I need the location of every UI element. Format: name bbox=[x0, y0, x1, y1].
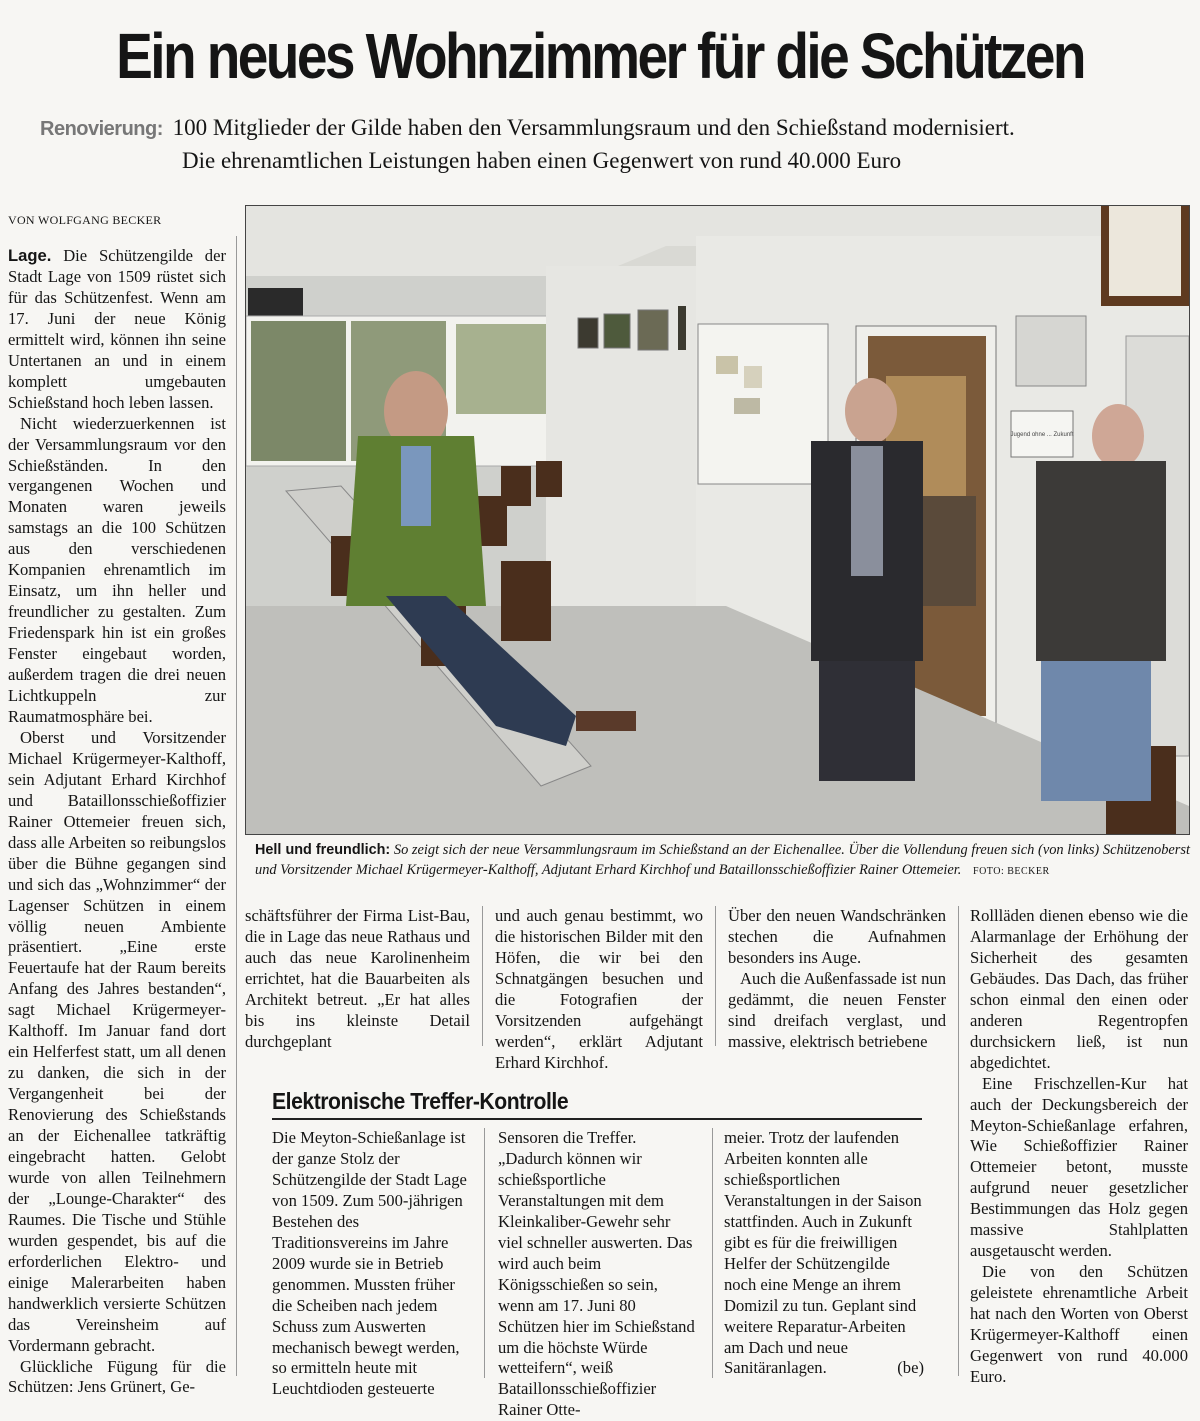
chair bbox=[536, 461, 562, 497]
chair bbox=[501, 561, 551, 641]
pinned-note bbox=[744, 366, 762, 388]
photo-caption bbox=[255, 840, 1190, 882]
infobox-column-3 bbox=[724, 1128, 924, 1379]
paragraph: Glückliche Fügung für die Schützen: Jens Grünert, Ge- bbox=[8, 1356, 226, 1397]
paragraph: Oberst und Vorsitzender Michael Krügermeyer-Kalthoff, sein Adjutant Erhard Kirchhof und Bataillonsschießoffizier Rainer Ottemeier freuen sich, dass alle Arbeiten so reibungslos über die Bühne gegangen sind und sich das „Wohnzimmer“ der Lagenser Schützen in einem völlig neuen Ambiente präsentiert. „Eine erste Feuertaufe hat der Raum bereits Anfang des Jahres bestanden“, sagt Michael Krügermeyer-Kalthoff. Im Januar fand dort ein Helferfest statt, um all denen zu danken, die sich in der Vergangenheit bei der Renovierung des Schießstands an der Eichenallee tatkräftig eingebracht hatten. Gelobt wurde von allen Teilnehmern der „Lounge-Charakter“ des Raumes. Die Tische und Stühle wurden gespendet, bis auf die erforderlichen Elektro- und einige Malerarbeiten haben handwerklich versierte Schützen das Vereinsheim auf Vordermann gebracht. bbox=[8, 727, 226, 1355]
wall-vent bbox=[1016, 316, 1086, 386]
column-rule bbox=[958, 906, 959, 1376]
framed-picture bbox=[578, 318, 598, 348]
pinned-note bbox=[734, 398, 760, 414]
column-rule bbox=[484, 1128, 485, 1378]
column-rule bbox=[482, 906, 483, 1046]
person-head bbox=[1092, 404, 1144, 468]
person-head bbox=[845, 378, 897, 444]
paragraph bbox=[724, 1128, 924, 1379]
window-view-trees bbox=[251, 321, 346, 461]
paragraph: Nicht wiederzuerkennen ist der Versammlungsraum vor den Schießständen. In den vergangenen Wochen und Monaten waren jeweils samstags an die 100 Schützen aus den verschiedenen Kompanien ehrenamtlich im Einsatz, um ihn heller und freundlicher zu gestalten. Zum Friedenspark hin ist ein großes Fenster eingebaut worden, außerdem tragen die drei neuen Lichtkuppeln zur Raumatmosphäre bei. bbox=[8, 413, 226, 726]
framed-picture bbox=[678, 306, 686, 350]
paragraph-text: meier. Trotz der laufenden Arbeiten konnten alle schießsportlichen Veranstaltungen in der Saison stattfinden. Auch in Zukunft gibt es für die freiwilligen Helfer der Schützengilde noch eine Menge an ihrem Domizil zu tun. Geplant sind weitere Reparatur-Arbeiten am Dach und neue Sanitäranlagen. bbox=[724, 1128, 922, 1378]
person-trousers bbox=[819, 661, 915, 781]
person-shirt bbox=[401, 446, 431, 526]
paragraph: Auch die Außenfassade ist nun gedämmt, die neuen Fenster sind dreifach verglast, und massive, elektrisch betriebene bbox=[728, 968, 946, 1051]
paragraph: Die von den Schützen geleistete ehrenamtliche Arbeit hat nach den Worten von Oberst Krügermeyer-Kalthoff einen Gegenwert von rund 40.000 Euro. bbox=[970, 1262, 1188, 1386]
article-column-1 bbox=[8, 246, 226, 1398]
person-shirt bbox=[851, 446, 883, 576]
paragraph: Über den neuen Wandschränken stechen die Aufnahmen besonders ins Auge. bbox=[728, 906, 946, 967]
article-photo bbox=[245, 205, 1190, 835]
framed-picture bbox=[638, 310, 668, 350]
paragraph: Eine Frischzellen-Kur hat auch der Deckungsbereich der Meyton-Schießanlage erfahren, Wie Schießoffizier Rainer Ottemeier betont, musste aufgrund neuer gesetzlicher Bestimmungen das Holz gegen massive Stahlplatten ausgetauscht werden. bbox=[970, 1073, 1188, 1261]
headline: Ein neues Wohnzimmer für die Schützen bbox=[116, 20, 1084, 92]
paragraph: Sensoren die Treffer. „Dadurch können wir schießsportliche Veranstaltungen mit dem Kleinkaliber-Gewehr sehr viel schneller auswerten. Das wird auch beim Königsschießen so sein, wenn am 17. Juni 80 Schützen hier im Schießstand um die höchste Würde wetteifern“, weiß Bataillonsschießoffizier Rainer Otte- bbox=[498, 1128, 695, 1420]
photo-credit: FOTO: BECKER bbox=[973, 866, 1050, 877]
subhead-kicker: Renovierung: bbox=[40, 118, 163, 140]
person-shoe bbox=[576, 711, 636, 731]
chair bbox=[501, 466, 531, 506]
column-rule bbox=[715, 906, 716, 1046]
infobox-column-1 bbox=[272, 1128, 470, 1400]
pinned-note bbox=[716, 356, 738, 374]
article-column-4 bbox=[728, 906, 946, 1053]
caption-text: So zeigt sich der neue Versammlungsraum im Schießstand an der Eichenallee. Über die Vollendung freuen sich (von links) Schützenoberst und Vorsitzender Michael Krügermeyer-Kalthoff, Adjutant Erhard Kirchhof und Bataillonsschießoffizier Rainer Ottemeier. bbox=[255, 842, 1190, 878]
article-column-3 bbox=[495, 906, 703, 1074]
paragraph: Die Meyton-Schießanlage ist der ganze Stolz der Schützengilde der Stadt Lage von 1509. Zum 500-jährigen Bestehen des Traditionsvereins im Jahre 2009 wurde sie in Betrieb genommen. Mussten früher die Scheiben nach jedem Schuss zum Auswerten mechanisch bewegt werden, so ermitteln heute mit Leuchtdioden gesteuerte bbox=[272, 1128, 467, 1399]
subhead-line-2: Die ehrenamtlichen Leistungen haben einen Gegenwert von rund 40.000 Euro bbox=[182, 148, 902, 173]
door-plaque-text: Jugend ohne ... Zukunft bbox=[1010, 432, 1074, 438]
dateline: Lage. bbox=[8, 246, 52, 265]
column-rule bbox=[236, 236, 237, 1376]
paragraph bbox=[8, 246, 226, 414]
author-initials: (be) bbox=[897, 1358, 924, 1378]
person-jeans bbox=[1041, 661, 1151, 801]
framed-picture bbox=[604, 314, 630, 348]
paragraph: schäftsführer der Firma List-Bau, die in Lage das neue Rathaus und auch das neue Karolinenheim errichtet, hat die Bauarbeiten als Architekt betreut. „Er hat alles bis ins kleinste Detail durchgeplant bbox=[245, 906, 470, 1051]
article-column-5 bbox=[970, 906, 1188, 1388]
article-column-2 bbox=[245, 906, 470, 1053]
paragraph-text: Die Schützengilde der Stadt Lage von 1509 rüstet sich für das Schützenfest. Wenn am 17. Juni der neue König ermittelt wird, können ihn seine Untertanen an und in einem komplett umgebauten Schießstand hoch leben lassen. bbox=[8, 246, 226, 412]
byline: VON WOLFGANG BECKER bbox=[8, 213, 162, 227]
photo-illustration bbox=[246, 206, 1189, 834]
subheadline bbox=[40, 112, 1170, 176]
infobox-column-2 bbox=[498, 1128, 698, 1421]
infobox-title: Elektronische Treffer-Kontrolle bbox=[272, 1088, 569, 1114]
infobox-heading bbox=[272, 1088, 922, 1120]
caption-lead: Hell und freundlich: bbox=[255, 842, 391, 858]
person-grey-jacket bbox=[1036, 461, 1166, 661]
paragraph: und auch genau bestimmt, wo die historischen Bilder mit den Höfen, die wir bei den Schnatgängen besuchen und die Fotografien der Vorsitzenden aufgehängt werden“, erklärt Adjutant Erhard Kirchhof. bbox=[495, 906, 703, 1072]
paragraph: Rollläden dienen ebenso wie die Alarmanlage der Erhöhung der Sicherheit des gesamten Gebäudes. Das Dach, das früher schon einmal den einen oder anderen Regentropfen durchsickern ließ, ist nun abgedichtet. bbox=[970, 906, 1188, 1072]
column-rule bbox=[712, 1128, 713, 1378]
framed-portrait bbox=[1109, 206, 1181, 296]
whiteboard bbox=[698, 324, 828, 484]
subhead-line-1: 100 Mitglieder der Gilde haben den Versammlungsraum und den Schießstand modernisiert. bbox=[172, 115, 1015, 140]
window-view-trees bbox=[456, 324, 546, 414]
